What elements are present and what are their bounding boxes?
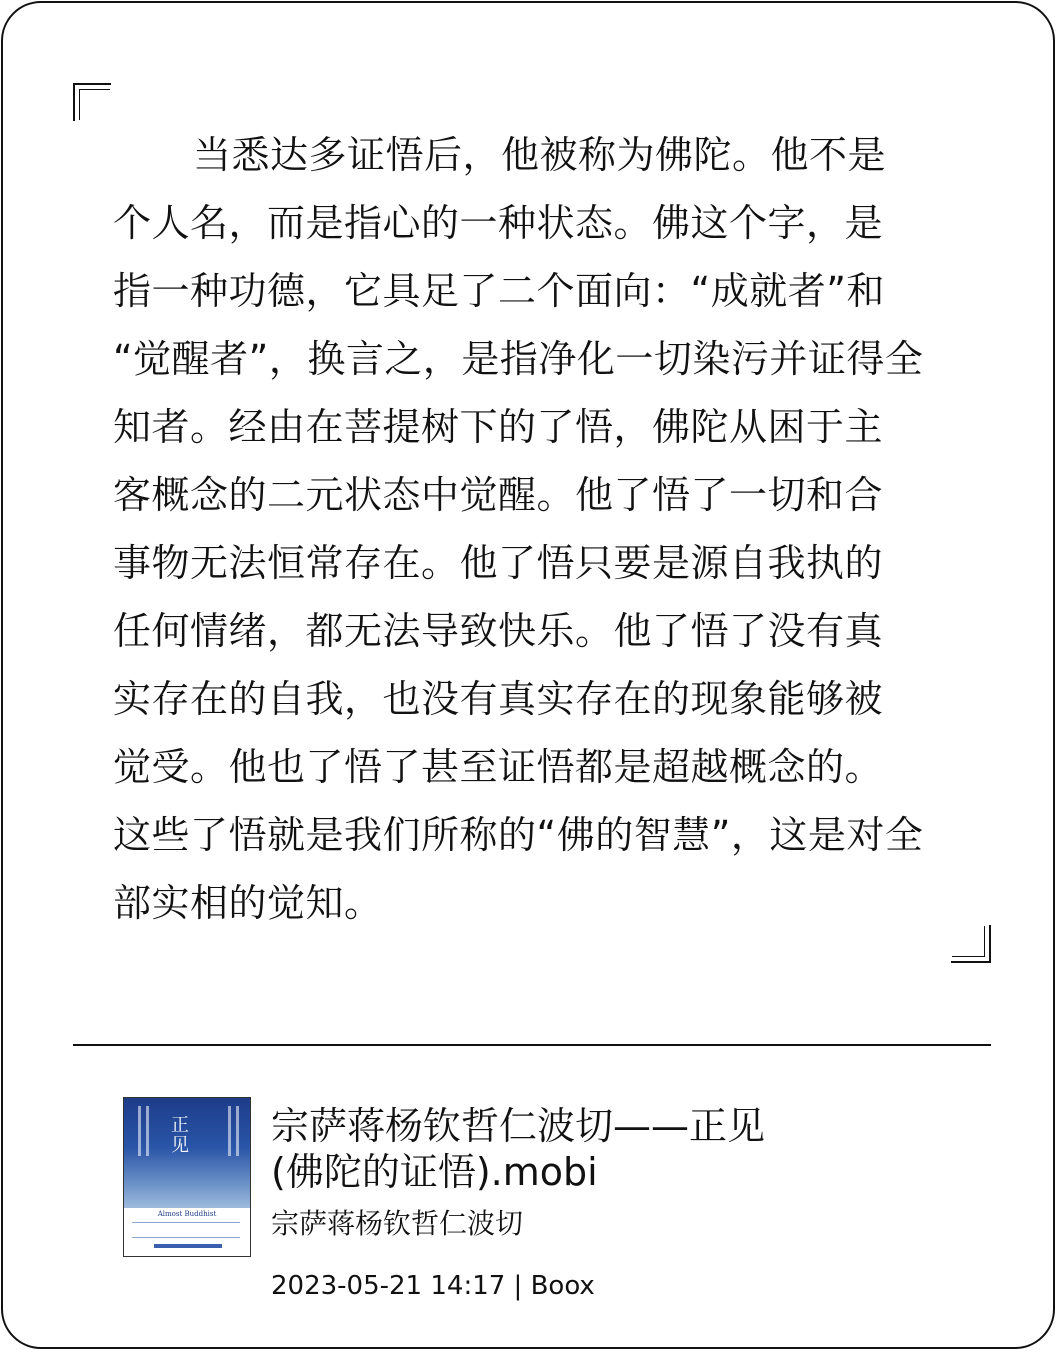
quote-line: 任何情绪，都无法导致快乐。他了悟了没有真 bbox=[113, 609, 884, 653]
book-meta: 2023-05-21 14:17 | Boox bbox=[271, 1271, 595, 1301]
cover-decoration bbox=[154, 1244, 222, 1248]
quote-line: 觉受。他也了悟了甚至证悟都是超越概念的。 bbox=[113, 745, 884, 789]
quote-line: “觉醒者”，换言之，是指净化一切染污并证得全 bbox=[113, 337, 924, 381]
book-title bbox=[271, 1103, 971, 1195]
cover-decoration bbox=[228, 1106, 231, 1156]
quote-line: 个人名，而是指心的一种状态。佛这个字，是 bbox=[113, 201, 884, 245]
book-title-line: 宗萨蒋杨钦哲仁波切——正见 bbox=[271, 1104, 766, 1148]
quote-open-mark-icon bbox=[73, 83, 111, 121]
cover-decoration bbox=[138, 1106, 141, 1156]
cover-decoration bbox=[132, 1222, 240, 1238]
cover-decoration bbox=[236, 1106, 239, 1156]
book-cover bbox=[123, 1097, 251, 1257]
quote-line: 指一种功德，它具足了二个面向：“成就者”和 bbox=[113, 269, 885, 313]
quote-line: 知者。经由在菩提树下的了悟，佛陀从困于主 bbox=[113, 405, 884, 449]
book-title-line: (佛陀的证悟).mobi bbox=[271, 1150, 598, 1194]
cover-lower bbox=[124, 1208, 250, 1257]
cover-artwork bbox=[124, 1098, 250, 1208]
cover-decoration bbox=[146, 1106, 149, 1156]
share-card bbox=[1, 1, 1055, 1349]
cover-title: 正见 bbox=[171, 1115, 189, 1156]
quote-line: 这些了悟就是我们所称的“佛的智慧”，这是对全 bbox=[113, 813, 924, 857]
book-author: 宗萨蒋杨钦哲仁波切 bbox=[271, 1207, 524, 1240]
divider bbox=[73, 1044, 991, 1046]
quote-line: 客概念的二元状态中觉醒。他了悟了一切和合 bbox=[113, 473, 884, 517]
quote-line: 当悉达多证悟后，他被称为佛陀。他不是 bbox=[193, 133, 887, 177]
quote-close-mark-icon bbox=[951, 925, 991, 963]
quote-line: 事物无法恒常存在。他了悟只要是源自我执的 bbox=[113, 541, 884, 585]
highlight-quote bbox=[113, 121, 951, 937]
quote-line: 实存在的自我，也没有真实存在的现象能够被 bbox=[113, 677, 884, 721]
cover-english-title: Almost Buddhist bbox=[157, 1210, 217, 1218]
quote-line: 部实相的觉知。 bbox=[113, 881, 383, 925]
